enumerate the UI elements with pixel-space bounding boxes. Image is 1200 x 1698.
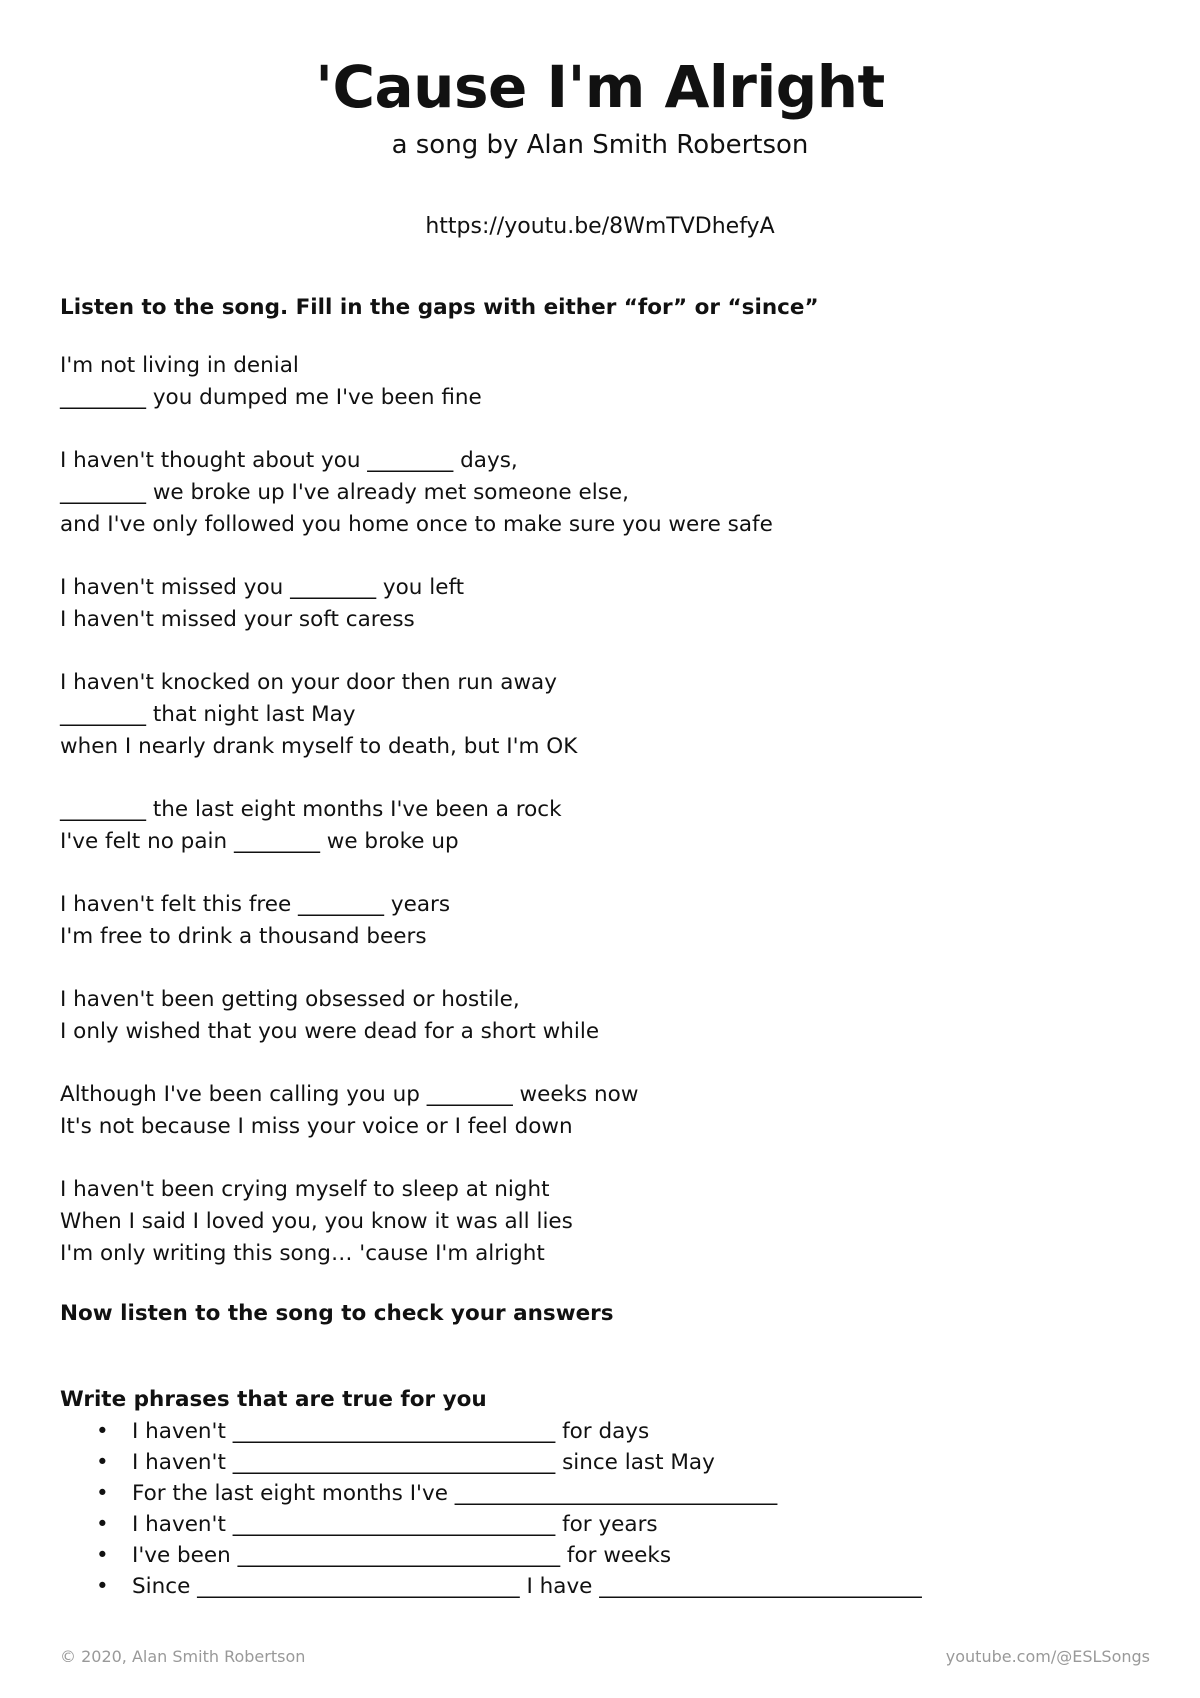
channel-footer[interactable]: youtube.com/@ESLSongs xyxy=(945,1647,1150,1666)
lyric-line: ________ the last eight months I've been a rock xyxy=(60,797,562,822)
lyric-line: I'm only writing this song… 'cause I'm alright xyxy=(60,1241,545,1266)
lyric-line: I haven't been getting obsessed or hostile, xyxy=(60,987,520,1012)
lyric-stanza xyxy=(60,1079,1140,1143)
list-item xyxy=(60,1571,1140,1602)
phrase-text: I've been ______________________________ for weeks xyxy=(132,1543,672,1568)
bullet-icon: • xyxy=(96,1543,109,1568)
lyric-stanza xyxy=(60,572,1140,636)
lyric-stanza xyxy=(60,984,1140,1048)
lyric-line: I haven't been crying myself to sleep at night xyxy=(60,1177,550,1202)
lyric-line: When I said I loved you, you know it was all lies xyxy=(60,1209,573,1234)
video-link[interactable]: https://youtu.be/8WmTVDhefyA xyxy=(425,214,775,239)
lyric-line: I haven't knocked on your door then run away xyxy=(60,670,557,695)
check-answers-instruction: Now listen to the song to check your answers xyxy=(60,1301,614,1326)
lyric-line: I'm free to drink a thousand beers xyxy=(60,924,427,949)
lyric-stanza xyxy=(60,889,1140,953)
phrase-text: Since ______________________________ I have ______________________________ xyxy=(132,1574,922,1599)
lyric-line: I haven't missed your soft caress xyxy=(60,607,415,632)
lyric-line: I've felt no pain ________ we broke up xyxy=(60,829,459,854)
lyric-line: I haven't felt this free ________ years xyxy=(60,892,451,917)
gap-fill-instruction: Listen to the song. Fill in the gaps with either “for” or “since” xyxy=(60,295,819,320)
worksheet-body xyxy=(60,292,1140,1602)
phrases-list xyxy=(60,1416,1140,1602)
lyric-line: I only wished that you were dead for a short while xyxy=(60,1019,600,1044)
copyright-footer: © 2020, Alan Smith Robertson xyxy=(60,1647,306,1666)
lyric-line: ________ we broke up I've already met someone else, xyxy=(60,480,629,505)
list-item xyxy=(60,1447,1140,1478)
lyric-stanza xyxy=(60,445,1140,541)
lyric-line: when I nearly drank myself to death, but I'm OK xyxy=(60,734,578,759)
list-item xyxy=(60,1478,1140,1509)
lyric-line: I'm not living in denial xyxy=(60,353,299,378)
phrase-text: I haven't ______________________________ for years xyxy=(132,1512,658,1537)
bullet-icon: • xyxy=(96,1450,109,1475)
lyric-line: ________ you dumped me I've been fine xyxy=(60,385,482,410)
lyric-stanza xyxy=(60,794,1140,858)
lyric-stanza xyxy=(60,1174,1140,1270)
song-subtitle: a song by Alan Smith Robertson xyxy=(391,130,809,160)
lyric-stanza xyxy=(60,667,1140,763)
phrase-text: I haven't ______________________________ since last May xyxy=(132,1450,715,1475)
phrase-text: For the last eight months I've ______________________________ xyxy=(132,1481,778,1506)
lyric-line: ________ that night last May xyxy=(60,702,356,727)
bullet-icon: • xyxy=(96,1481,109,1506)
list-item xyxy=(60,1416,1140,1447)
song-title: 'Cause I'm Alright xyxy=(315,53,885,121)
lyric-line: It's not because I miss your voice or I feel down xyxy=(60,1114,573,1139)
bullet-icon: • xyxy=(96,1574,109,1599)
lyric-line: Although I've been calling you up ________ weeks now xyxy=(60,1082,639,1107)
write-phrases-heading: Write phrases that are true for you xyxy=(60,1387,487,1412)
list-item xyxy=(60,1540,1140,1571)
list-item xyxy=(60,1509,1140,1540)
lyric-stanza xyxy=(60,350,1140,414)
lyric-line: and I've only followed you home once to make sure you were safe xyxy=(60,512,773,537)
lyric-line: I haven't missed you ________ you left xyxy=(60,575,465,600)
phrase-text: I haven't ______________________________ for days xyxy=(132,1419,650,1444)
bullet-icon: • xyxy=(96,1419,109,1444)
lyric-line: I haven't thought about you ________ days, xyxy=(60,448,518,473)
bullet-icon: • xyxy=(96,1512,109,1537)
